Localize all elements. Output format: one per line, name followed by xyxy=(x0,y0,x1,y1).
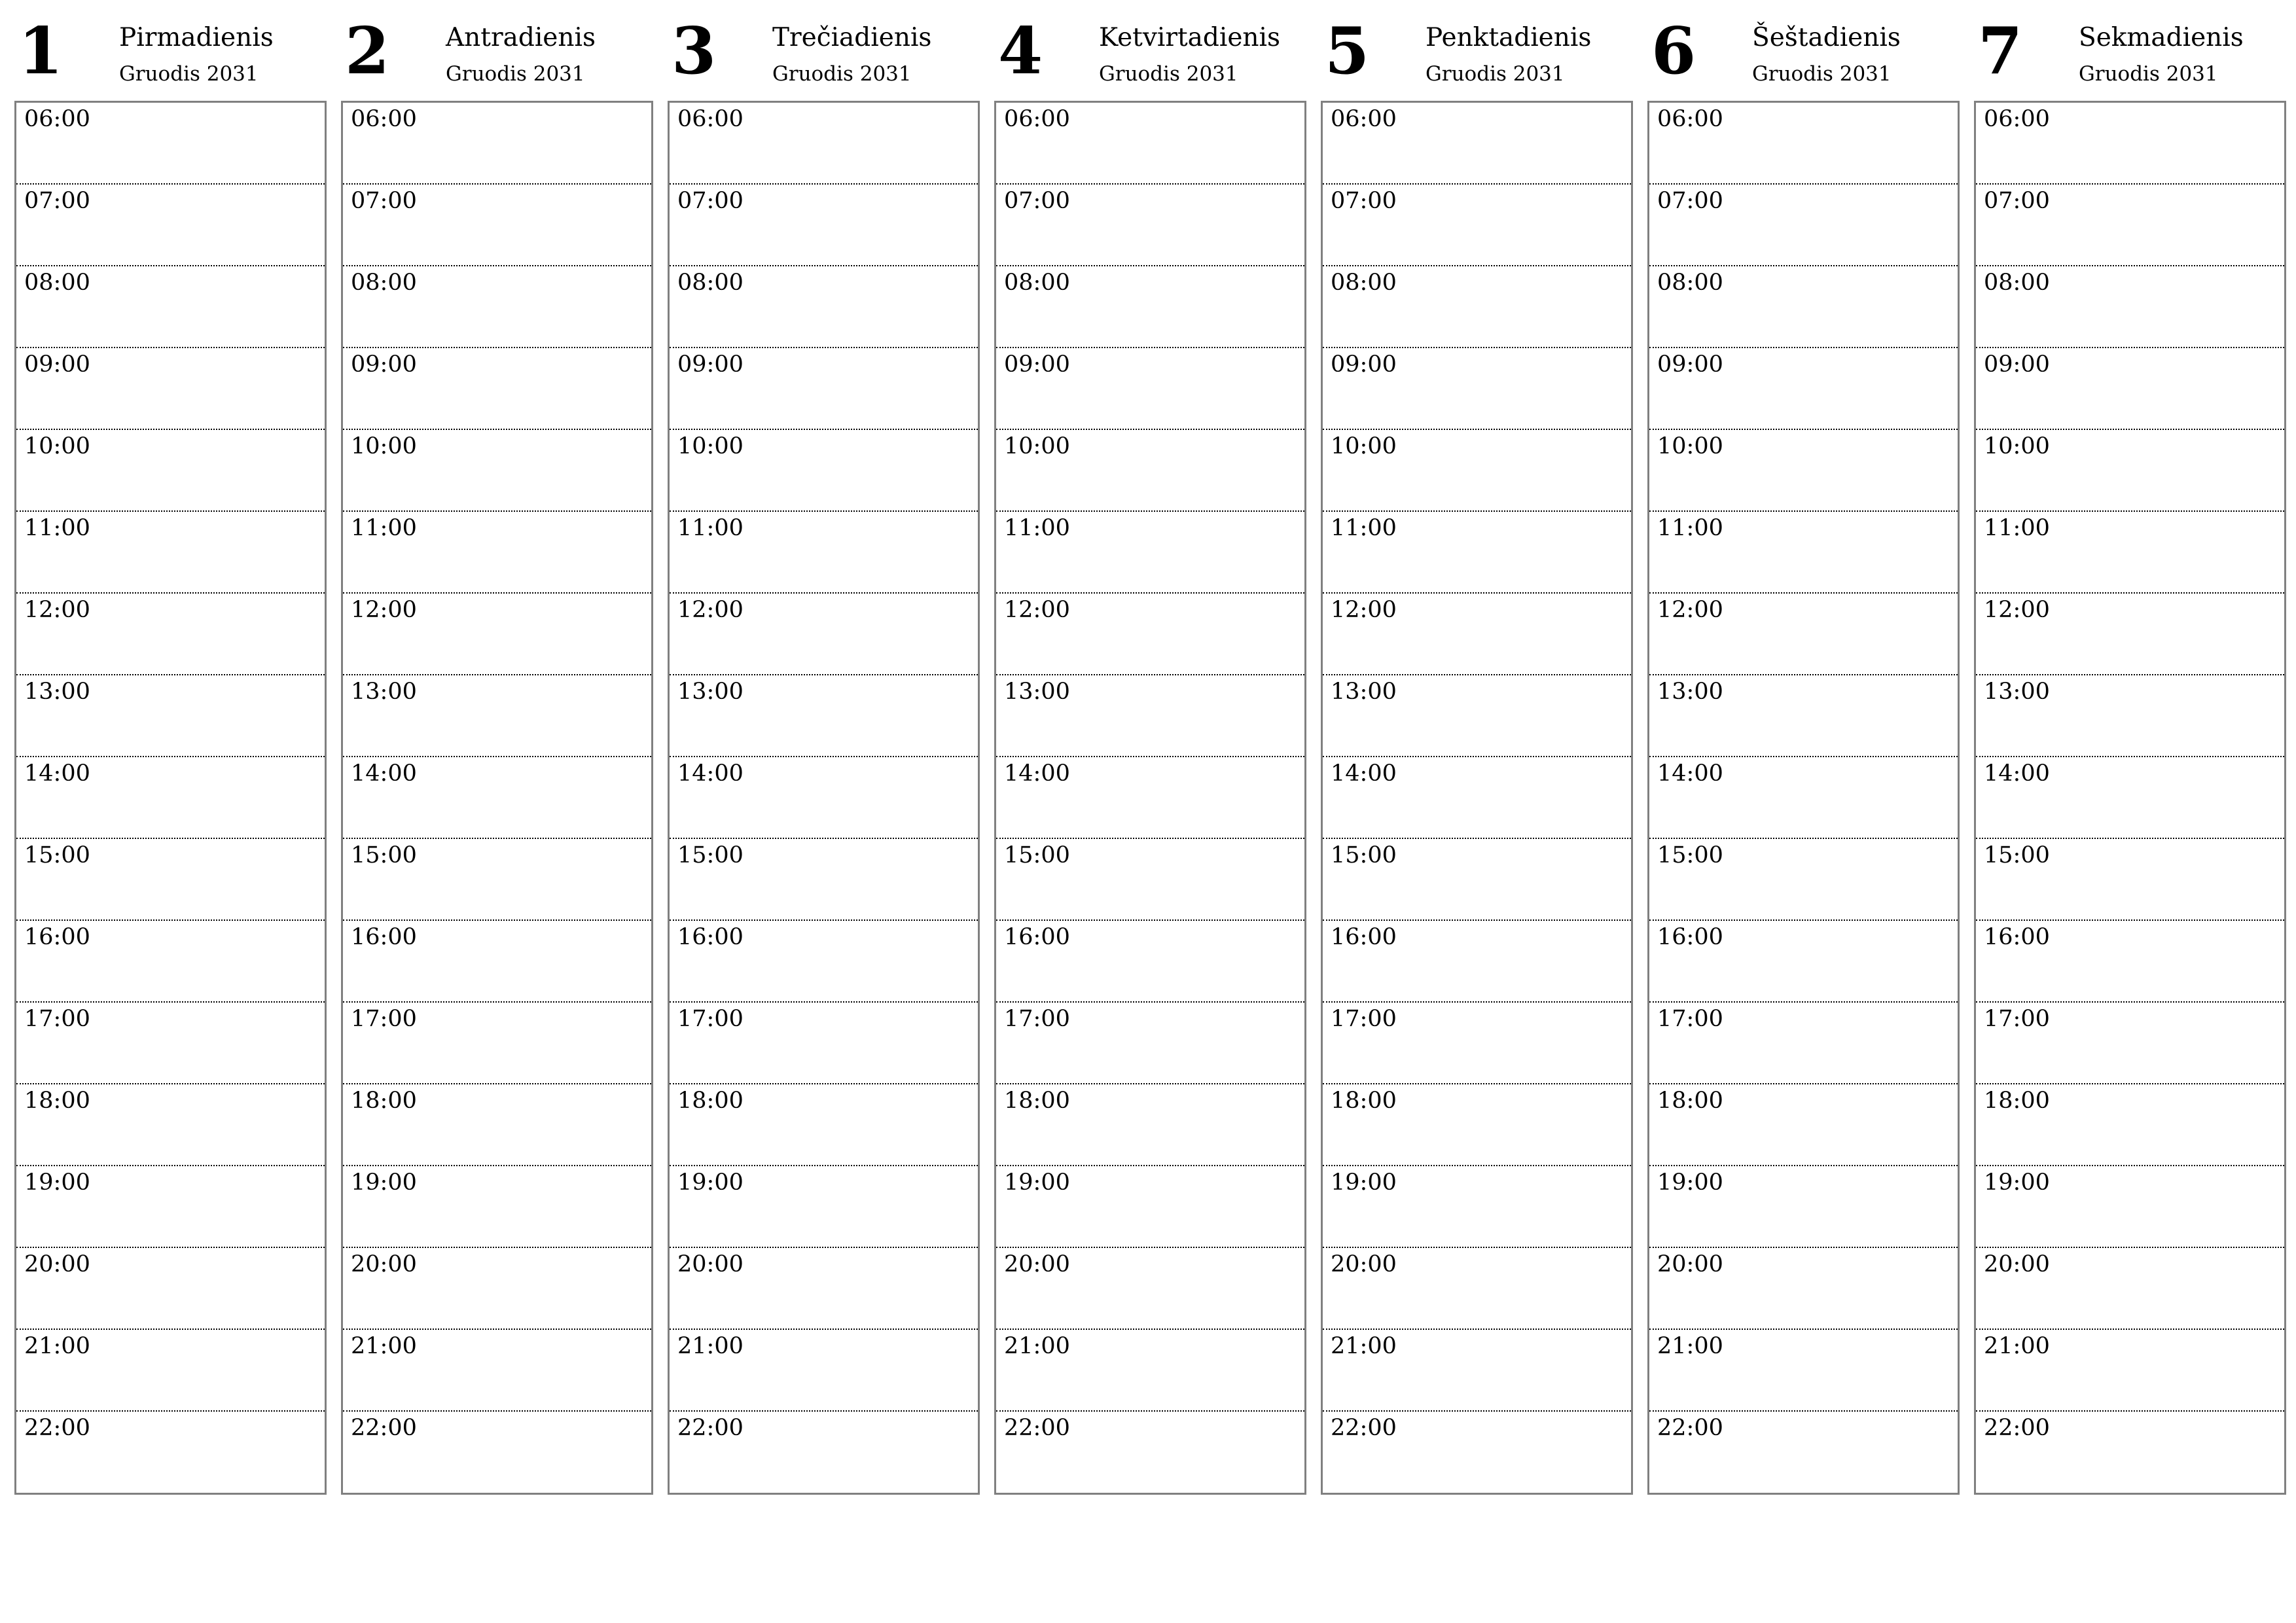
hour-slot[interactable]: 10:00 xyxy=(16,430,325,512)
hour-slot[interactable]: 19:00 xyxy=(1649,1166,1958,1248)
hour-slot[interactable]: 11:00 xyxy=(996,512,1304,594)
hour-slot[interactable]: 14:00 xyxy=(996,757,1304,839)
day-month-label: Gruodis 2031 xyxy=(1426,62,1565,86)
hour-slot[interactable]: 06:00 xyxy=(1323,103,1631,185)
hour-slot[interactable]: 17:00 xyxy=(996,1003,1304,1084)
hour-slot[interactable]: 17:00 xyxy=(16,1003,325,1084)
hour-slot[interactable]: 15:00 xyxy=(343,839,651,921)
hour-slot[interactable]: 19:00 xyxy=(996,1166,1304,1248)
hour-slot[interactable]: 19:00 xyxy=(1323,1166,1631,1248)
hour-slot[interactable]: 07:00 xyxy=(670,185,978,266)
hour-slot[interactable]: 17:00 xyxy=(343,1003,651,1084)
day-number: 7 xyxy=(1978,14,2023,89)
day-header xyxy=(1647,0,1960,98)
hour-slot[interactable]: 18:00 xyxy=(16,1084,325,1166)
hour-grid xyxy=(668,101,980,1495)
hour-slot[interactable]: 12:00 xyxy=(996,594,1304,675)
hour-slot[interactable]: 13:00 xyxy=(1649,675,1958,757)
hour-slot[interactable]: 13:00 xyxy=(343,675,651,757)
hour-slot[interactable]: 06:00 xyxy=(16,103,325,185)
day-month-label: Gruodis 2031 xyxy=(772,62,912,86)
hour-slot[interactable]: 09:00 xyxy=(670,348,978,430)
hour-slot[interactable]: 14:00 xyxy=(16,757,325,839)
hour-slot[interactable]: 13:00 xyxy=(16,675,325,757)
hour-slot[interactable]: 20:00 xyxy=(670,1248,978,1330)
hour-slot[interactable]: 14:00 xyxy=(343,757,651,839)
day-name: Penktadienis xyxy=(1426,23,1592,52)
hour-slot[interactable]: 11:00 xyxy=(16,512,325,594)
hour-slot[interactable]: 20:00 xyxy=(1649,1248,1958,1330)
day-column-7 xyxy=(1974,0,2286,1499)
hour-slot[interactable]: 06:00 xyxy=(670,103,978,185)
hour-slot[interactable]: 17:00 xyxy=(1323,1003,1631,1084)
hour-slot[interactable]: 22:00 xyxy=(1984,1415,2050,1441)
day-month-label: Gruodis 2031 xyxy=(2079,62,2218,86)
hour-slot[interactable]: 19:00 xyxy=(670,1166,978,1248)
hour-slot[interactable]: 09:00 xyxy=(16,348,325,430)
hour-slot[interactable]: 08:00 xyxy=(1976,266,2284,348)
hour-slot[interactable]: 06:00 xyxy=(996,103,1304,185)
hour-slot[interactable]: 17:00 xyxy=(670,1003,978,1084)
hour-slot[interactable]: 10:00 xyxy=(1323,430,1631,512)
hour-slot[interactable]: 12:00 xyxy=(1649,594,1958,675)
hour-slot[interactable]: 11:00 xyxy=(1323,512,1631,594)
hour-grid xyxy=(14,101,327,1495)
weekly-planner xyxy=(14,0,2283,1499)
hour-slot[interactable]: 09:00 xyxy=(1649,348,1958,430)
day-number: 2 xyxy=(345,14,390,89)
hour-slot[interactable]: 10:00 xyxy=(1976,430,2284,512)
hour-slot[interactable]: 14:00 xyxy=(1649,757,1958,839)
hour-slot[interactable]: 07:00 xyxy=(16,185,325,266)
day-name: Trečiadienis xyxy=(772,23,932,52)
hour-slot[interactable]: 21:00 xyxy=(1323,1330,1631,1412)
hour-slot[interactable]: 18:00 xyxy=(1323,1084,1631,1166)
hour-slot[interactable]: 19:00 xyxy=(1976,1166,2284,1248)
hour-slot[interactable]: 06:00 xyxy=(343,103,651,185)
day-month-label: Gruodis 2031 xyxy=(1752,62,1892,86)
hour-slot[interactable]: 20:00 xyxy=(1323,1248,1631,1330)
hour-slot[interactable]: 16:00 xyxy=(16,921,325,1003)
day-month-label: Gruodis 2031 xyxy=(1099,62,1238,86)
hour-slot[interactable]: 15:00 xyxy=(1649,839,1958,921)
hour-slot[interactable]: 18:00 xyxy=(1649,1084,1958,1166)
hour-slot[interactable]: 15:00 xyxy=(16,839,325,921)
hour-slot[interactable]: 08:00 xyxy=(1323,266,1631,348)
hour-slot[interactable]: 12:00 xyxy=(670,594,978,675)
hour-slot[interactable]: 10:00 xyxy=(343,430,651,512)
hour-slot[interactable]: 18:00 xyxy=(1976,1084,2284,1166)
hour-slot[interactable]: 20:00 xyxy=(16,1248,325,1330)
hour-slot[interactable]: 11:00 xyxy=(1976,512,2284,594)
hour-slot[interactable]: 14:00 xyxy=(1976,757,2284,839)
hour-slot[interactable]: 07:00 xyxy=(1649,185,1958,266)
day-month-label: Gruodis 2031 xyxy=(119,62,259,86)
hour-slot[interactable]: 06:00 xyxy=(1649,103,1958,185)
day-header xyxy=(668,0,980,98)
hour-slot[interactable]: 21:00 xyxy=(1649,1330,1958,1412)
hour-slot[interactable]: 07:00 xyxy=(996,185,1304,266)
hour-slot[interactable]: 08:00 xyxy=(670,266,978,348)
hour-slot[interactable]: 21:00 xyxy=(996,1330,1304,1412)
day-name: Antradienis xyxy=(446,23,596,52)
hour-slot[interactable]: 12:00 xyxy=(1976,594,2284,675)
hour-slot[interactable]: 09:00 xyxy=(1976,348,2284,430)
hour-grid xyxy=(994,101,1306,1495)
hour-slot[interactable]: 14:00 xyxy=(670,757,978,839)
hour-slot[interactable]: 12:00 xyxy=(1323,594,1631,675)
hour-slot[interactable]: 10:00 xyxy=(1649,430,1958,512)
hour-slot[interactable]: 16:00 xyxy=(1976,921,2284,1003)
day-column-1 xyxy=(14,0,327,1499)
day-column-3 xyxy=(668,0,980,1499)
day-column-5 xyxy=(1321,0,1633,1499)
hour-slot[interactable]: 21:00 xyxy=(343,1330,651,1412)
hour-slot[interactable]: 12:00 xyxy=(343,594,651,675)
day-header xyxy=(994,0,1306,98)
hour-grid xyxy=(1974,101,2286,1495)
hour-slot[interactable]: 13:00 xyxy=(996,675,1304,757)
day-header xyxy=(1321,0,1633,98)
hour-slot[interactable]: 18:00 xyxy=(343,1084,651,1166)
hour-slot[interactable]: 16:00 xyxy=(1649,921,1958,1003)
hour-slot[interactable]: 20:00 xyxy=(1976,1248,2284,1330)
day-number: 4 xyxy=(998,14,1043,89)
hour-slot[interactable]: 09:00 xyxy=(1323,348,1631,430)
hour-slot[interactable]: 20:00 xyxy=(996,1248,1304,1330)
hour-slot[interactable]: 22:00 xyxy=(1657,1415,1723,1441)
hour-slot[interactable]: 08:00 xyxy=(343,266,651,348)
hour-grid xyxy=(341,101,653,1495)
hour-slot[interactable]: 07:00 xyxy=(343,185,651,266)
day-column-6 xyxy=(1647,0,1960,1499)
day-name: Ketvirtadienis xyxy=(1099,23,1281,52)
hour-grid xyxy=(1321,101,1633,1495)
hour-slot[interactable]: 10:00 xyxy=(670,430,978,512)
hour-grid xyxy=(1647,101,1960,1495)
hour-slot[interactable]: 17:00 xyxy=(1976,1003,2284,1084)
hour-slot[interactable]: 13:00 xyxy=(1323,675,1631,757)
hour-slot[interactable]: 12:00 xyxy=(16,594,325,675)
hour-slot[interactable]: 18:00 xyxy=(670,1084,978,1166)
hour-slot[interactable]: 14:00 xyxy=(1323,757,1631,839)
day-column-4 xyxy=(994,0,1306,1499)
hour-slot[interactable]: 22:00 xyxy=(24,1415,90,1441)
hour-slot[interactable]: 08:00 xyxy=(996,266,1304,348)
hour-slot[interactable]: 21:00 xyxy=(670,1330,978,1412)
hour-slot[interactable]: 21:00 xyxy=(1976,1330,2284,1412)
hour-slot[interactable]: 15:00 xyxy=(996,839,1304,921)
hour-slot[interactable]: 16:00 xyxy=(343,921,651,1003)
hour-slot[interactable]: 22:00 xyxy=(1004,1415,1070,1441)
hour-slot[interactable]: 09:00 xyxy=(996,348,1304,430)
hour-slot[interactable]: 08:00 xyxy=(1649,266,1958,348)
hour-slot[interactable]: 17:00 xyxy=(1649,1003,1958,1084)
day-header xyxy=(1974,0,2286,98)
hour-slot[interactable]: 09:00 xyxy=(343,348,651,430)
hour-slot[interactable]: 16:00 xyxy=(996,921,1304,1003)
day-name: Pirmadienis xyxy=(119,23,274,52)
day-column-2 xyxy=(341,0,653,1499)
day-month-label: Gruodis 2031 xyxy=(446,62,585,86)
hour-slot[interactable]: 13:00 xyxy=(670,675,978,757)
hour-slot[interactable]: 15:00 xyxy=(670,839,978,921)
hour-slot[interactable]: 07:00 xyxy=(1323,185,1631,266)
hour-slot[interactable]: 18:00 xyxy=(996,1084,1304,1166)
hour-slot[interactable]: 11:00 xyxy=(1649,512,1958,594)
hour-slot[interactable]: 08:00 xyxy=(16,266,325,348)
day-number: 1 xyxy=(18,14,63,89)
hour-slot[interactable]: 22:00 xyxy=(677,1415,744,1441)
hour-slot[interactable]: 21:00 xyxy=(16,1330,325,1412)
hour-slot[interactable]: 22:00 xyxy=(1331,1415,1397,1441)
hour-slot[interactable]: 10:00 xyxy=(996,430,1304,512)
day-header xyxy=(341,0,653,98)
hour-slot[interactable]: 11:00 xyxy=(670,512,978,594)
hour-slot[interactable]: 22:00 xyxy=(351,1415,417,1441)
hour-slot[interactable]: 16:00 xyxy=(670,921,978,1003)
day-name: Sekmadienis xyxy=(2079,23,2244,52)
day-number: 6 xyxy=(1651,14,1696,89)
day-header xyxy=(14,0,327,98)
hour-slot[interactable]: 19:00 xyxy=(343,1166,651,1248)
hour-slot[interactable]: 07:00 xyxy=(1976,185,2284,266)
hour-slot[interactable]: 06:00 xyxy=(1976,103,2284,185)
day-number: 5 xyxy=(1325,14,1370,89)
hour-slot[interactable]: 16:00 xyxy=(1323,921,1631,1003)
hour-slot[interactable]: 13:00 xyxy=(1976,675,2284,757)
hour-slot[interactable]: 20:00 xyxy=(343,1248,651,1330)
hour-slot[interactable]: 15:00 xyxy=(1976,839,2284,921)
day-number: 3 xyxy=(672,14,717,89)
hour-slot[interactable]: 15:00 xyxy=(1323,839,1631,921)
hour-slot[interactable]: 11:00 xyxy=(343,512,651,594)
day-name: Šeštadienis xyxy=(1752,23,1901,52)
hour-slot[interactable]: 19:00 xyxy=(16,1166,325,1248)
